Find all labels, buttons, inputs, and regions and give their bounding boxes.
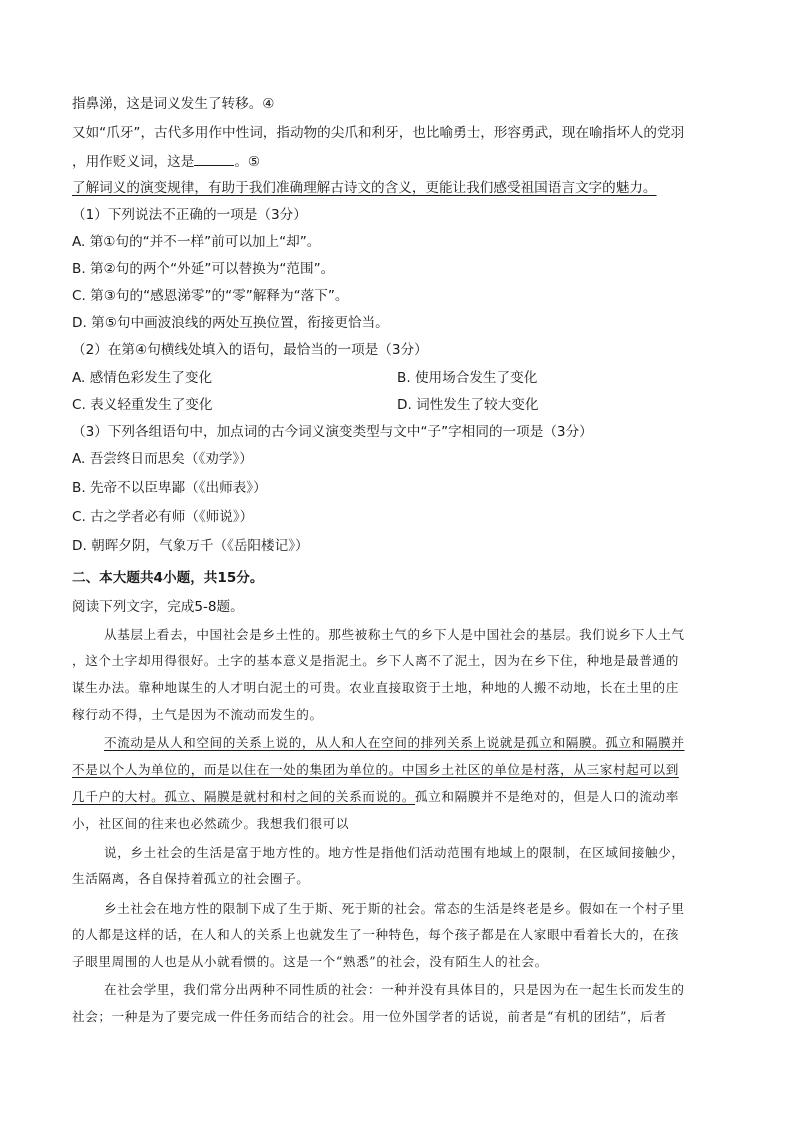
reading-p4-line-3: 子眼里周围的人也是从小就看惯的。这是一个“熟悉”的社会，没有陌生人的社会。 bbox=[72, 954, 548, 969]
q3-stem: （3）下列各组语句中，加点词的古今词义演变类型与文中“子”字相同的一项是（3分） bbox=[72, 424, 593, 440]
reading-p3-line-1: 说，乡土社会的生活是富于地方性的。地方性是指他们活动范围有地域上的限制，在区域间接触少， bbox=[104, 845, 685, 860]
reading-p1-line-3: 谋生办法。靠种地谋生的人才明白泥土的可贵。农业直接取资于土地，种地的人搬不动地，长在土里的庄 bbox=[72, 680, 679, 695]
q1-option-c: C. 第③句的“感恩涕零”的“零”解释为“落下”。 bbox=[72, 288, 349, 304]
fill-blank-line bbox=[194, 152, 234, 166]
q1-option-b: B. 第②句的两个“外延”可以替换为“范围”。 bbox=[72, 261, 335, 277]
q3-option-a: A. 吾尝终日而思矣（《劝学》） bbox=[72, 451, 253, 467]
reading-p5-line-2: 社会；一种是为了要完成一件任务而结合的社会。用一位外国学者的话说，前者是“有机的团结”，后者 bbox=[72, 1009, 667, 1024]
passage-line-2: 又如“爪牙”，古代多用作中性词，指动物的尖爪和利牙，也比喻勇士，形容勇武，现在喻指坏人的党羽 bbox=[72, 125, 685, 141]
reading-p4-line-1: 乡土社会在地方性的限制下成了生于斯、死于斯的社会。常态的生活是终老是乡。假如在一个村子里 bbox=[104, 901, 685, 916]
q1-stem: （1）下列说法不正确的一项是（3分） bbox=[72, 207, 307, 223]
reading-p2-line-3-rest: 孤立和隔膜并不是绝对的，但是人口的流动率 bbox=[415, 789, 679, 804]
reading-p2-line-2: 不是以个人为单位的，而是以住在一处的集团为单位的。中国乡土社区的单位是村落，从三家村起可以到 bbox=[72, 762, 679, 777]
reading-p4-line-2: 的人都是这样的话，在人和人的关系上也就发生了一种特色，每个孩子都是在人家眼中看着长大的，在孩 bbox=[72, 927, 679, 942]
q1-option-d: D. 第⑤句中画波浪线的两处互换位置，衔接更恰当。 bbox=[72, 315, 389, 331]
section-2-intro: 阅读下列文字，完成5-8题。 bbox=[72, 599, 244, 615]
q1-option-a: A. 第①句的“并不一样”前可以加上“却”。 bbox=[72, 234, 321, 250]
section-2-title: 二、本大题共4小题，共15分。 bbox=[72, 570, 264, 586]
reading-p1-line-1: 从基层上看去，中国社会是乡土性的。那些被称土气的乡下人是中国社会的基层。我们说乡下人土气 bbox=[104, 627, 685, 642]
q2-option-b: B. 使用场合发生了变化 bbox=[397, 370, 538, 386]
passage-line-3 bbox=[72, 152, 260, 172]
reading-p2-line-4: 小，社区间的往来也必然疏少。我想我们很可以 bbox=[72, 816, 350, 831]
reading-p1-line-2: ，这个土字却用得很好。土字的基本意义是指泥土。乡下人离不了泥土，因为在乡下住，种地是最普通的 bbox=[72, 653, 679, 668]
passage-line-3-text: ，用作贬义词，这是 bbox=[72, 154, 195, 170]
q3-option-b: B. 先帝不以臣卑鄙（《出师表》） bbox=[72, 480, 267, 496]
reading-p2-line-1: 不流动是从人和空间的关系上说的，从人和人在空间的排列关系上说就是孤立和隔膜。孤立和隔膜并 bbox=[104, 735, 685, 750]
passage-line-4-wavy-underlined: 了解词义的演变规律，有助于我们准确理解古诗文的含义，更能让我们感受祖国语言文字的魅力。 bbox=[72, 180, 657, 196]
passage-line-1: 指鼻涕，这是词义发生了转移。④ bbox=[72, 96, 275, 112]
q2-option-c: C. 表义轻重发生了变化 bbox=[72, 397, 213, 413]
reading-p2-line-3 bbox=[72, 787, 679, 807]
q2-stem: （2）在第④句横线处填入的语句，最恰当的一项是（3分） bbox=[72, 342, 428, 358]
q3-option-d: D. 朝晖夕阴，气象万千（《岳阳楼记》） bbox=[72, 538, 309, 554]
q3-option-c: C. 古之学者必有师（《师说》） bbox=[72, 509, 254, 525]
reading-p3-line-2: 生活隔离，各自保持着孤立的社会圈子。 bbox=[72, 871, 310, 886]
reading-p5-line-1: 在社会学里，我们常分出两种不同性质的社会：一种并没有具体目的，只是因为在一起生长而发生的 bbox=[104, 982, 685, 997]
q2-option-a: A. 感情色彩发生了变化 bbox=[72, 370, 213, 386]
passage-line-3-end: 。⑤ bbox=[234, 154, 261, 170]
q2-option-d: D. 词性发生了较大变化 bbox=[397, 397, 539, 413]
reading-p1-line-4: 稼行动不得，土气是因为不流动而发生的。 bbox=[72, 707, 323, 722]
reading-p2-line-3-underlined: 几千户的大村。孤立、隔膜是就村和村之间的关系而说的。 bbox=[72, 789, 416, 804]
